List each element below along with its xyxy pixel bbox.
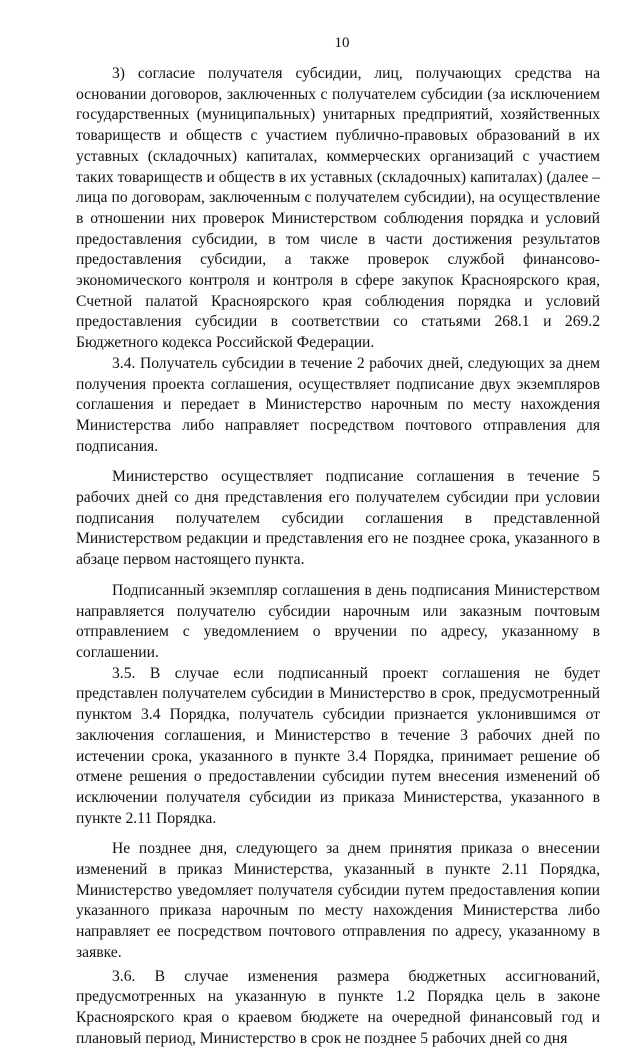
paragraph-3-6: 3.6. В случае изменения размера бюджетных ассигнований, предусмотренных на указанную в пункте 1.2 Порядка цель в законе Красноярского края о краевом бюджете на очередной финансовый год и плановый период, Министерство в срок не позднее 5 рабочих дней со дня: [76, 967, 600, 1047]
paragraph-signed-copy: Подписанный экземпляр соглашения в день подписания Министерством направляется получателю субсидии нарочным или заказным почтовым отправлением с уведомлением о вручении по адресу, указанному в соглашении.: [76, 581, 600, 661]
document-body: [76, 64, 600, 1049]
paragraph-3-4: 3.4. Получатель субсидии в течение 2 рабочих дней, следующих за днем получения проекта соглашения, осуществляет подписание двух экземпляров соглашения и передает в Министерство нарочным по месту нахождения Министерства либо направляет посредством почтового отправления для подписания.: [76, 354, 600, 455]
paragraph-notification: Не позднее дня, следующего за днем принятия приказа о внесении изменений в приказ Министерства, указанный в пункте 2.11 Порядка, Министерство уведомляет получателя субсидии путем предоставления копии указанного приказа нарочным по месту нахождения Министерства либо направляет ее посредством почтового отправления по адресу, указанному в заявке.: [76, 840, 600, 961]
paragraph-ministry-signing: Министерство осуществляет подписание соглашения в течение 5 рабочих дней со дня представления его получателем субсидии при условии подписания получателем субсидии соглашения в представленной Министерством редакции и представления его не позднее срока, указанного в абзаце первом настоящего пункта.: [76, 468, 600, 569]
paragraph-consent: 3) согласие получателя субсидии, лиц, получающих средства на основании договоров, заключенных с получателем субсидии (за исключением государственных (муниципальных) унитарных предприятий, хозяйственных товариществ и обществ с участием публично-правовых образований в их уставных (складочных) капиталах, коммерческих организаций с участием таких товариществ и обществ в их уставных (складочных) капиталах) (далее – лица по договорам, заключенным с получателем субсидии), на осуществление в отношении них проверок Министерством соблюдения порядка и условий предоставления субсидии, в том числе в части достижения результатов предоставления субсидии, а также проверок службой финансово-экономического контроля и контроля в сфере закупок Красноярского края, Счетной палатой Красноярского края соблюдения порядка и условий предоставления субсидии в соответствии со статьями 268.1 и 269.2 Бюджетного кодекса Российской Федерации.: [76, 65, 600, 352]
paragraph-3-5: 3.5. В случае если подписанный проект соглашения не будет представлен получателем субсидии в Министерство в срок, предусмотренный пунктом 3.4 Порядка, получатель субсидии признается уклонившимся от заключения соглашения, и Министерство в течение 3 рабочих дней по истечении срока, указанного в пункте 3.4 Порядка, принимает решение об отмене решения о предоставлении субсидии путем внесения изменений об исключении получателя субсидии из приказа Министерства, указанного в пункте 2.11 Порядка.: [76, 664, 600, 827]
page-number: 10: [334, 35, 350, 51]
